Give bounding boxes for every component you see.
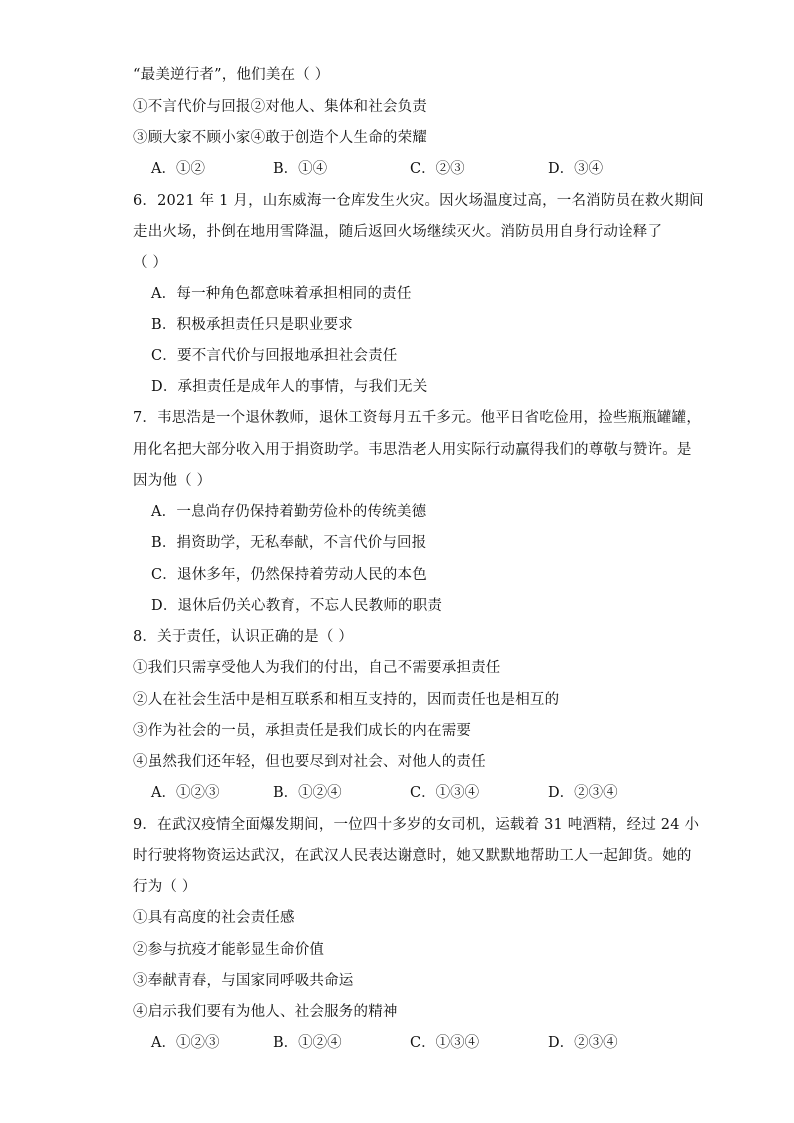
q8-statement-3: ③作为社会的一员，承担责任是我们成长的内在需要 bbox=[133, 723, 472, 739]
q9-statement-4: ④启示我们要有为他人、社会服务的精神 bbox=[133, 1004, 398, 1020]
q9-statement-1: ①具有高度的社会责任感 bbox=[133, 910, 295, 926]
q9-stem-line-1: 9．在武汉疫情全面爆发期间，一位四十多岁的女司机，运载着 31 吨酒精，经过 24 小 bbox=[133, 817, 700, 833]
q5-option-c: C．②③ bbox=[410, 161, 465, 177]
q9-option-a: A．①②③ bbox=[151, 1035, 220, 1051]
q8-statement-2: ②人在社会生活中是相互联系和相互支持的，因而责任也是相互的 bbox=[133, 692, 560, 708]
q6-stem-line-1: 6．2021 年 1 月，山东威海一仓库发生火灾。因火场温度过高，一名消防员在救火期间 bbox=[133, 193, 704, 209]
q5-statement-2: ③顾大家不顾小家④敢于创造个人生命的荣耀 bbox=[133, 130, 427, 146]
q8-option-d: D．②③④ bbox=[548, 785, 618, 801]
q7-option-c: C．退休多年，仍然保持着劳动人民的本色 bbox=[151, 567, 427, 583]
q6-stem-line-2: 走出火场，扑倒在地用雪降温，随后返回火场继续灭火。消防员用自身行动诠释了 bbox=[133, 224, 663, 240]
q7-option-b: B．捐资助学，无私奉献，不言代价与回报 bbox=[151, 535, 427, 551]
q9-statement-3: ③奉献青春，与国家同呼吸共命运 bbox=[133, 973, 354, 989]
q9-statement-2: ②参与抗疫才能彰显生命价值 bbox=[133, 942, 325, 958]
q5-option-b: B．①④ bbox=[273, 161, 328, 177]
q8-option-c: C．①③④ bbox=[410, 785, 480, 801]
q7-option-a: A．一息尚存仍保持着勤劳俭朴的传统美德 bbox=[151, 504, 427, 520]
q9-option-b: B．①②④ bbox=[273, 1035, 342, 1051]
q5-option-d: D．③④ bbox=[548, 161, 604, 177]
q8-option-b: B．①②④ bbox=[273, 785, 342, 801]
q5-statement-1: ①不言代价与回报②对他人、集体和社会负责 bbox=[133, 99, 427, 115]
q8-statement-1: ①我们只需享受他人为我们的付出，自己不需要承担责任 bbox=[133, 660, 501, 676]
q7-stem-line-1: 7．韦思浩是一个退休教师，退休工资每月五千多元。他平日省吃俭用，捡些瓶瓶罐罐， bbox=[133, 410, 702, 426]
q6-option-c: C．要不言代价与回报地承担社会责任 bbox=[151, 348, 398, 364]
q9-stem-line-3: 行为（ ） bbox=[133, 879, 197, 895]
q9-option-d: D．②③④ bbox=[548, 1035, 618, 1051]
q5-option-a: A．①② bbox=[151, 161, 205, 177]
q6-option-d: D．承担责任是成年人的事情，与我们无关 bbox=[151, 379, 428, 395]
q7-option-d: D．退休后仍关心教育，不忘人民教师的职责 bbox=[151, 598, 443, 614]
q8-stem-line-1: 8．关于责任，认识正确的是（ ） bbox=[133, 629, 354, 645]
q7-stem-line-3: 因为他（ ） bbox=[133, 473, 212, 489]
q7-stem-line-2: 用化名把大部分收入用于捐资助学。韦思浩老人用实际行动赢得我们的尊敬与赞许。是 bbox=[133, 442, 692, 458]
q5-stem-tail: “最美逆行者”，他们美在（ ） bbox=[133, 67, 330, 83]
q9-option-c: C．①③④ bbox=[410, 1035, 480, 1051]
q8-option-a: A．①②③ bbox=[151, 785, 220, 801]
q6-stem-line-3: （ ） bbox=[133, 255, 168, 271]
q6-option-a: A．每一种角色都意味着承担相同的责任 bbox=[151, 286, 412, 302]
q6-option-b: B．积极承担责任只是职业要求 bbox=[151, 317, 353, 333]
q9-stem-line-2: 时行驶将物资运达武汉，在武汉人民表达谢意时，她又默默地帮助工人一起卸货。她的 bbox=[133, 848, 692, 864]
q8-statement-4: ④虽然我们还年轻，但也要尽到对社会、对他人的责任 bbox=[133, 754, 486, 770]
